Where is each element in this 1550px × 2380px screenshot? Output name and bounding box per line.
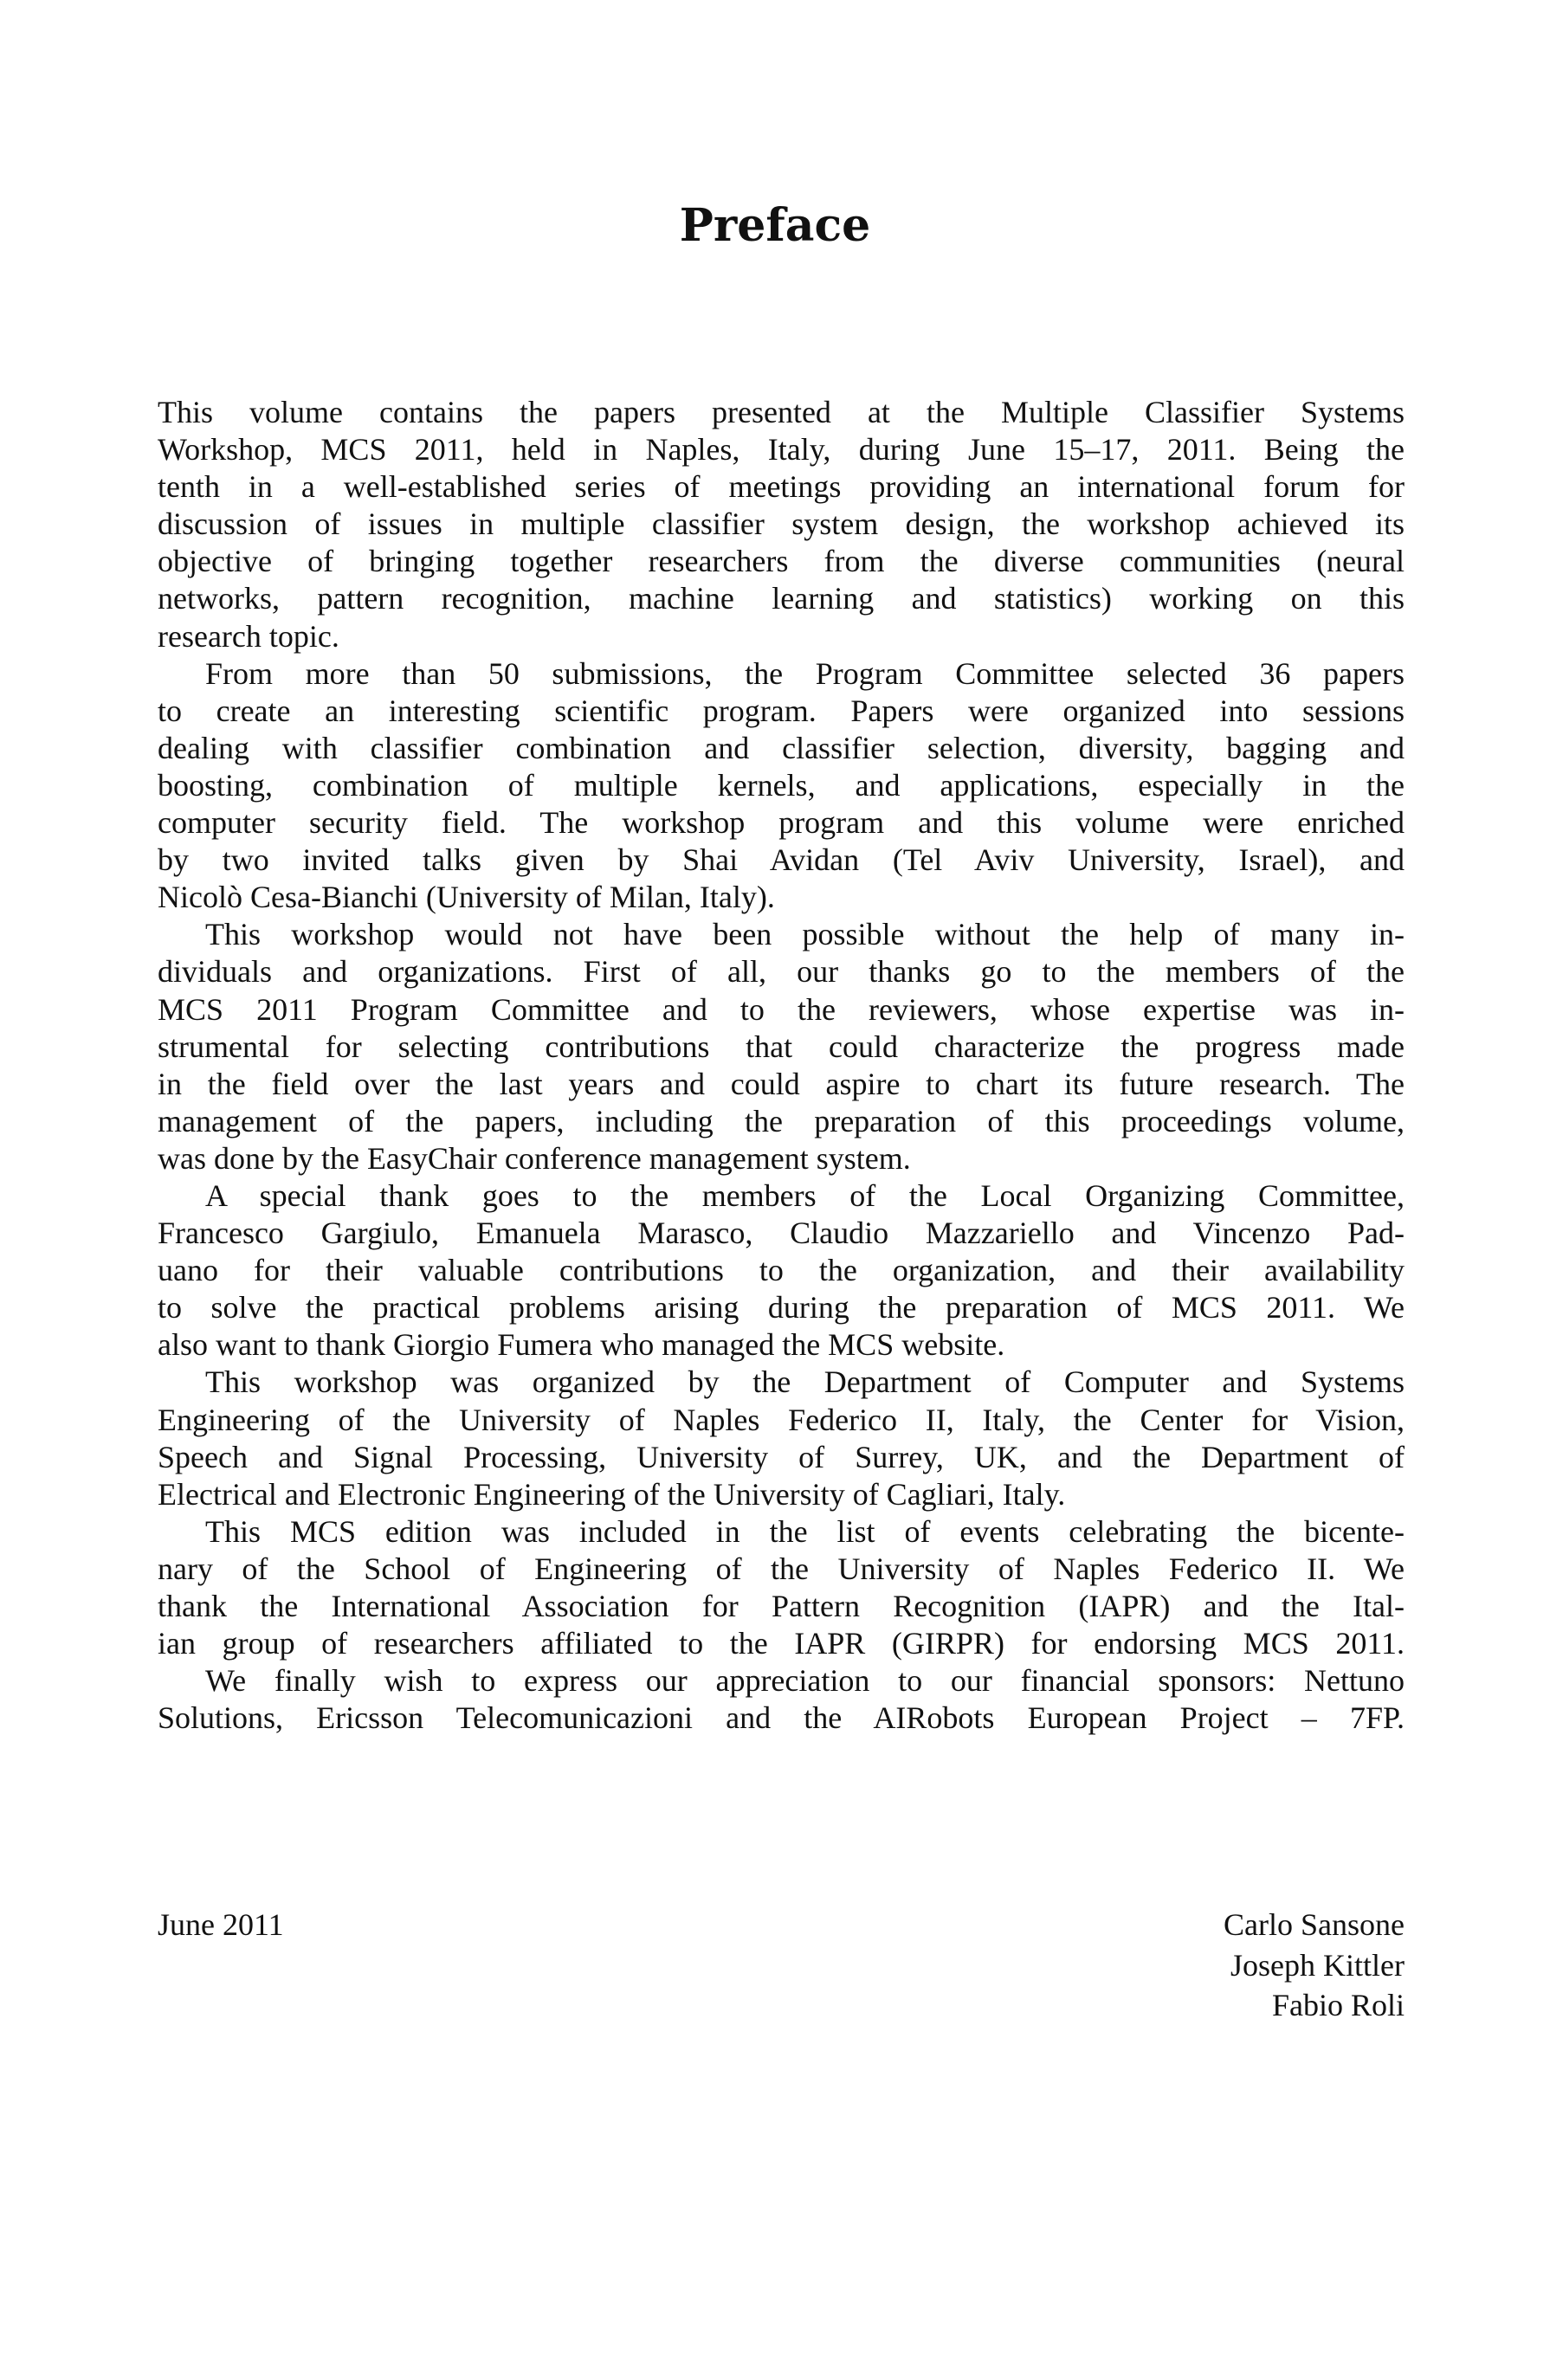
text-line: tenth in a well-established series of meetings providing an international forum for	[158, 469, 1405, 505]
text-line: in the field over the last years and could aspire to chart its future research. The	[158, 1066, 1405, 1101]
signatory-name: Fabio Roli	[1271, 1988, 1405, 2022]
text-line: This workshop would not have been possible without the help of many in-	[205, 917, 1405, 952]
text-line: Solutions, Ericsson Telecomunicazioni and the AIRobots European Project – 7FP.	[158, 1700, 1405, 1736]
text-line: Francesco Gargiulo, Emanuela Marasco, Claudio Mazzariello and Vincenzo Pad-	[158, 1216, 1405, 1251]
preface-body	[158, 394, 1405, 1737]
paragraph	[158, 655, 1405, 917]
text-line: by two invited talks given by Shai Avidan (Tel Aviv University, Israel), and	[158, 842, 1405, 878]
paragraph	[158, 1662, 1405, 1737]
text-line: This workshop was organized by the Department of Computer and Systems	[205, 1364, 1405, 1400]
text-line: nary of the School of Engineering of the University of Naples Federico II. We	[158, 1551, 1405, 1586]
text-line: A special thank goes to the members of the Local Organizing Committee,	[205, 1177, 1405, 1213]
preface-date: June 2011	[158, 1907, 284, 1942]
text-line: also want to thank Giorgio Fumera who managed the MCS website.	[158, 1327, 1005, 1363]
text-line: to create an interesting scientific program. Papers were organized into sessions	[158, 693, 1405, 728]
text-line: We finally wish to express our appreciation to our financial sponsors: Nettuno	[205, 1663, 1405, 1699]
text-line: management of the papers, including the preparation of this proceedings volume,	[158, 1103, 1405, 1138]
text-line: Nicolò Cesa-Bianchi (University of Milan, Italy).	[158, 880, 775, 915]
paragraph	[158, 394, 1405, 655]
signatory-name: Joseph Kittler	[1230, 1947, 1405, 1983]
text-line: research topic.	[158, 618, 339, 654]
text-line: MCS 2011 Program Committee and to the reviewers, whose expertise was in-	[158, 991, 1405, 1027]
text-line: Speech and Signal Processing, University of Surrey, UK, and the Department of	[158, 1439, 1405, 1474]
text-line: networks, pattern recognition, machine learning and statistics) working on this	[158, 581, 1405, 616]
paragraph	[158, 1513, 1405, 1662]
paragraph	[158, 1177, 1405, 1364]
text-line: uano for their valuable contributions to the organization, and their availability	[158, 1253, 1405, 1288]
text-line: From more than 50 submissions, the Program Committee selected 36 papers	[205, 655, 1405, 691]
text-line: This volume contains the papers presented at the Multiple Classifier Systems	[158, 395, 1405, 429]
paragraph	[158, 1364, 1405, 1512]
text-line: thank the International Association for Pattern Recognition (IAPR) and the Ital-	[158, 1589, 1405, 1623]
text-line: objective of bringing together researchers from the diverse communities (neural	[158, 544, 1405, 579]
signatory-name: Carlo Sansone	[1224, 1907, 1405, 1942]
text-line: boosting, combination of multiple kernels, and applications, especially in the	[158, 767, 1405, 803]
text-line: strumental for selecting contributions that could characterize the progress made	[158, 1029, 1405, 1064]
text-line: This MCS edition was included in the list of events celebrating the bicente-	[205, 1513, 1405, 1549]
text-line: discussion of issues in multiple classifier system design, the workshop achieved its	[158, 506, 1405, 542]
text-line: dividuals and organizations. First of all, our thanks go to the members of the	[158, 954, 1405, 990]
text-line: Electrical and Electronic Engineering of the University of Cagliari, Italy.	[158, 1476, 1066, 1512]
text-line: Engineering of the University of Naples Federico II, Italy, the Center for Vision,	[158, 1402, 1405, 1437]
page-title: Preface	[679, 198, 871, 252]
text-line: dealing with classifier combination and classifier selection, diversity, bagging and	[158, 730, 1405, 765]
paragraph	[158, 916, 1405, 1177]
signatories	[1224, 1905, 1405, 2026]
text-line: Workshop, MCS 2011, held in Naples, Italy, during June 15–17, 2011. Being the	[158, 432, 1405, 468]
text-line: ian group of researchers affiliated to the IAPR (GIRPR) for endorsing MCS 2011.	[158, 1626, 1405, 1661]
text-line: computer security field. The workshop program and this volume were enriched	[158, 805, 1405, 841]
text-line: to solve the practical problems arising during the preparation of MCS 2011. We	[158, 1290, 1405, 1325]
text-line: was done by the EasyChair conference management system.	[158, 1140, 911, 1176]
